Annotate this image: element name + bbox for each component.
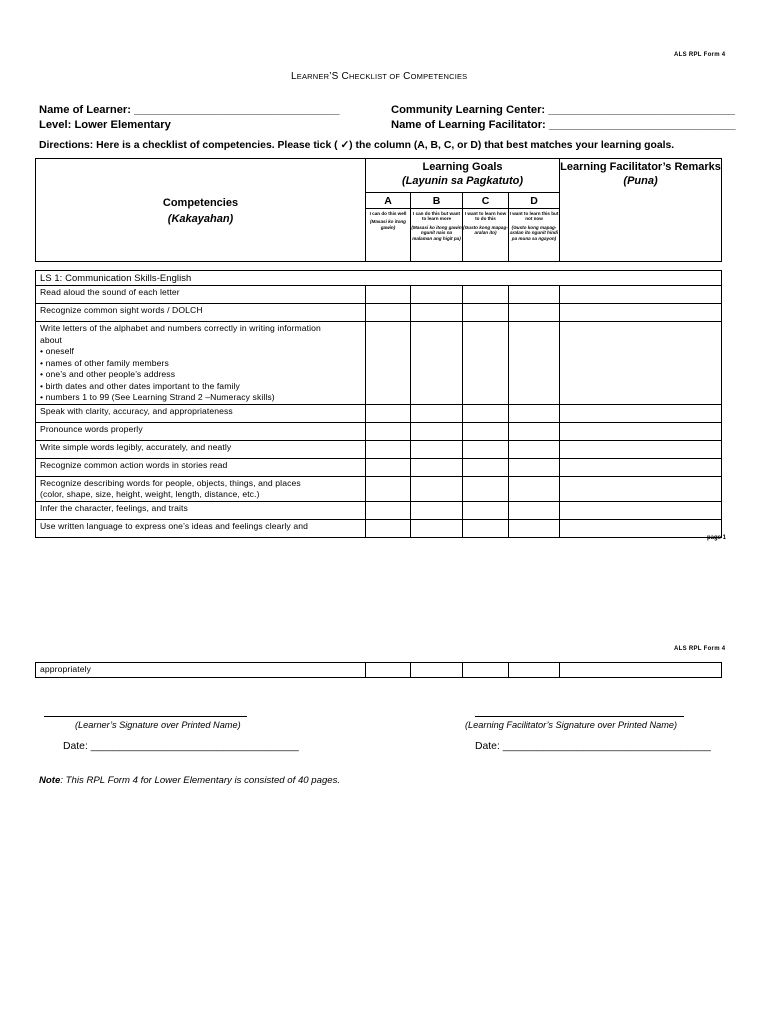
check-cell-b[interactable] [411, 663, 463, 678]
remarks-cell[interactable] [560, 404, 722, 422]
learner-name-label: Name of Learner: [39, 104, 132, 116]
check-cell-c[interactable] [463, 286, 509, 304]
competency-cell [36, 476, 366, 501]
remarks-cell[interactable] [560, 458, 722, 476]
table-row [36, 304, 722, 322]
check-cell-c[interactable] [463, 501, 509, 519]
column-a-description: I can do this well (Masasi ko itong gawin) [366, 209, 411, 262]
remarks-cell[interactable] [560, 322, 722, 405]
table-row [36, 286, 722, 304]
facilitator-date-label: Date: [475, 741, 500, 752]
learner-date-field [63, 741, 299, 752]
column-a-header: A [366, 193, 411, 209]
check-cell-d[interactable] [509, 440, 560, 458]
continued-table [35, 662, 722, 678]
table-row [36, 501, 722, 519]
check-cell-d[interactable] [509, 304, 560, 322]
continued-row-text: appropriately [36, 663, 366, 678]
competency-line: • numbers 1 to 99 (See Learning Strand 2 –Numeracy skills) [40, 392, 275, 402]
check-cell-c[interactable] [463, 404, 509, 422]
competency-cell [36, 422, 366, 440]
competency-line: Use written language to express one’s ideas and feelings clearly and [40, 520, 308, 531]
table-row [36, 440, 722, 458]
column-c-description: I want to learn how to do this (Gusto kong mapag-aralan ito) [463, 209, 509, 262]
check-cell-c[interactable] [463, 322, 509, 405]
learner-date-blank[interactable]: ____________________________________ [90, 741, 299, 752]
competency-cell [36, 458, 366, 476]
check-cell-d[interactable] [509, 458, 560, 476]
competency-line: about [40, 334, 63, 345]
check-cell-d[interactable] [509, 519, 560, 537]
facilitator-remarks-header: Learning Facilitator’s Remarks (Puna) [560, 159, 722, 262]
check-cell-d[interactable] [509, 322, 560, 405]
check-cell-c[interactable] [463, 422, 509, 440]
learner-name-field [39, 104, 339, 116]
competency-line: Write simple words legibly, accurately, and neatly [40, 441, 232, 452]
remarks-cell[interactable] [560, 422, 722, 440]
facilitator-date-blank[interactable]: ____________________________________ [502, 741, 711, 752]
table-row [36, 519, 722, 537]
competency-line: • oneself [40, 346, 75, 356]
check-cell-b[interactable] [411, 476, 463, 501]
check-cell-d[interactable] [509, 663, 560, 678]
facilitator-label: Name of Learning Facilitator: [391, 119, 546, 131]
check-cell-d[interactable] [509, 404, 560, 422]
competency-line: Write letters of the alphabet and numbers correctly in writing information [40, 323, 321, 333]
check-cell-c[interactable] [463, 458, 509, 476]
learner-signature-caption: (Learner’s Signature over Printed Name) [75, 720, 241, 730]
footnote [39, 775, 340, 786]
competency-cell [36, 404, 366, 422]
page-number: page 1 [707, 535, 727, 541]
check-cell-a[interactable] [366, 322, 411, 405]
learner-signature-line[interactable] [44, 716, 247, 717]
column-d-header: D [509, 193, 560, 209]
check-cell-a[interactable] [366, 458, 411, 476]
competency-line: Pronounce words properly [40, 423, 143, 434]
table-row [36, 422, 722, 440]
check-cell-b[interactable] [411, 440, 463, 458]
learner-name-blank[interactable]: _________________________________ [134, 104, 340, 116]
remarks-cell[interactable] [560, 286, 722, 304]
competency-line: • names of other family members [40, 357, 169, 368]
form-code: ALS RPL Form 4 [674, 52, 726, 58]
check-cell-a[interactable] [366, 404, 411, 422]
check-cell-a[interactable] [366, 440, 411, 458]
level-field [39, 119, 171, 131]
check-cell-c[interactable] [463, 519, 509, 537]
competency-line: Recognize describing words for people, objects, things, and places [40, 477, 301, 488]
check-cell-a[interactable] [366, 476, 411, 501]
check-cell-d[interactable] [509, 501, 560, 519]
check-cell-a[interactable] [366, 519, 411, 537]
check-cell-b[interactable] [411, 501, 463, 519]
check-cell-a[interactable] [366, 286, 411, 304]
clc-blank[interactable]: ______________________________ [548, 104, 735, 116]
column-c-header: C [463, 193, 509, 209]
competency-rows [36, 286, 722, 538]
competency-cell [36, 501, 366, 519]
competency-line: Infer the character, feelings, and traits [40, 502, 188, 513]
remarks-cell[interactable] [560, 440, 722, 458]
table-row [36, 458, 722, 476]
check-cell-b[interactable] [411, 458, 463, 476]
facilitator-signature-caption: (Learning Facilitator’s Signature over Printed Name) [465, 720, 678, 730]
check-cell-b[interactable] [411, 404, 463, 422]
check-cell-c[interactable] [463, 304, 509, 322]
learner-date-label: Date: [63, 741, 88, 752]
competency-cell [36, 519, 366, 537]
check-cell-b[interactable] [411, 519, 463, 537]
learning-goals-header: Learning Goals (Layunin sa Pagkatuto) [366, 159, 560, 193]
check-cell-b[interactable] [411, 322, 463, 405]
table-spacer [36, 262, 722, 271]
table-row [36, 322, 722, 405]
check-cell-a[interactable] [366, 304, 411, 322]
check-cell-d[interactable] [509, 422, 560, 440]
competency-line: (color, shape, size, height, weight, length, distance, etc.) [40, 489, 260, 499]
competency-line: Recognize common action words in stories read [40, 459, 228, 470]
table-row [36, 476, 722, 501]
check-cell-b[interactable] [411, 304, 463, 322]
check-cell-c[interactable] [463, 440, 509, 458]
check-cell-a[interactable] [366, 422, 411, 440]
remarks-cell[interactable] [560, 304, 722, 322]
facilitator-field [391, 119, 736, 131]
check-cell-a[interactable] [366, 663, 411, 678]
remarks-cell[interactable] [560, 476, 722, 501]
check-cell-d[interactable] [509, 286, 560, 304]
section-heading: LS 1: Communication Skills-English [36, 271, 722, 286]
level-value: Lower Elementary [74, 119, 171, 131]
competency-line: Recognize common sight words / DOLCH [40, 305, 203, 315]
competency-line: Read aloud the sound of each letter [40, 287, 180, 297]
competency-line: • one’s and other people’s address [40, 369, 176, 379]
competency-cell [36, 440, 366, 458]
clc-field [391, 104, 735, 116]
competency-checklist-table [35, 158, 722, 538]
table-row [36, 404, 722, 422]
note-label: Note [39, 775, 61, 786]
facilitator-date-field [475, 741, 711, 752]
check-cell-d[interactable] [509, 476, 560, 501]
column-b-description: I can do this but want to learn more (Masasi ko itong gawin ngunit nais na malaman ang higit pa) [411, 209, 463, 262]
check-cell-c[interactable] [463, 663, 509, 678]
page-title: LEARNER’S CHECKLIST OF COMPETENCIES [291, 71, 468, 82]
facilitator-blank[interactable]: ______________________________ [548, 119, 736, 131]
form-code-page-2: ALS RPL Form 4 [674, 646, 726, 652]
column-b-header: B [411, 193, 463, 209]
remarks-cell[interactable] [560, 501, 722, 519]
directions-text: Directions: Here is a checklist of competencies. Please tick ( ✓) the column (A, B, C, or D) that best matches your learning goals. [39, 140, 675, 151]
competency-cell [36, 286, 366, 304]
competency-cell [36, 322, 366, 405]
note-text: : This RPL Form 4 for Lower Elementary is consisted of 40 pages. [60, 775, 341, 786]
remarks-cell[interactable] [560, 663, 722, 678]
column-d-description: I want to learn this but not now (Gusto kong mapag-aralan ito ngunit hindi pa muna sa ngayon) [509, 209, 560, 262]
competency-cell [36, 304, 366, 322]
level-label: Level: [39, 119, 72, 131]
facilitator-signature-line[interactable] [475, 716, 684, 717]
check-cell-a[interactable] [366, 501, 411, 519]
competencies-header: Competencies (Kakayahan) [36, 159, 366, 262]
remarks-cell[interactable] [560, 519, 722, 537]
competency-line: Speak with clarity, accuracy, and appropriateness [40, 405, 233, 416]
check-cell-b[interactable] [411, 286, 463, 304]
competency-line: • birth dates and other dates important to the family [40, 380, 240, 391]
check-cell-c[interactable] [463, 476, 509, 501]
check-cell-b[interactable] [411, 422, 463, 440]
clc-label: Community Learning Center: [391, 104, 546, 116]
